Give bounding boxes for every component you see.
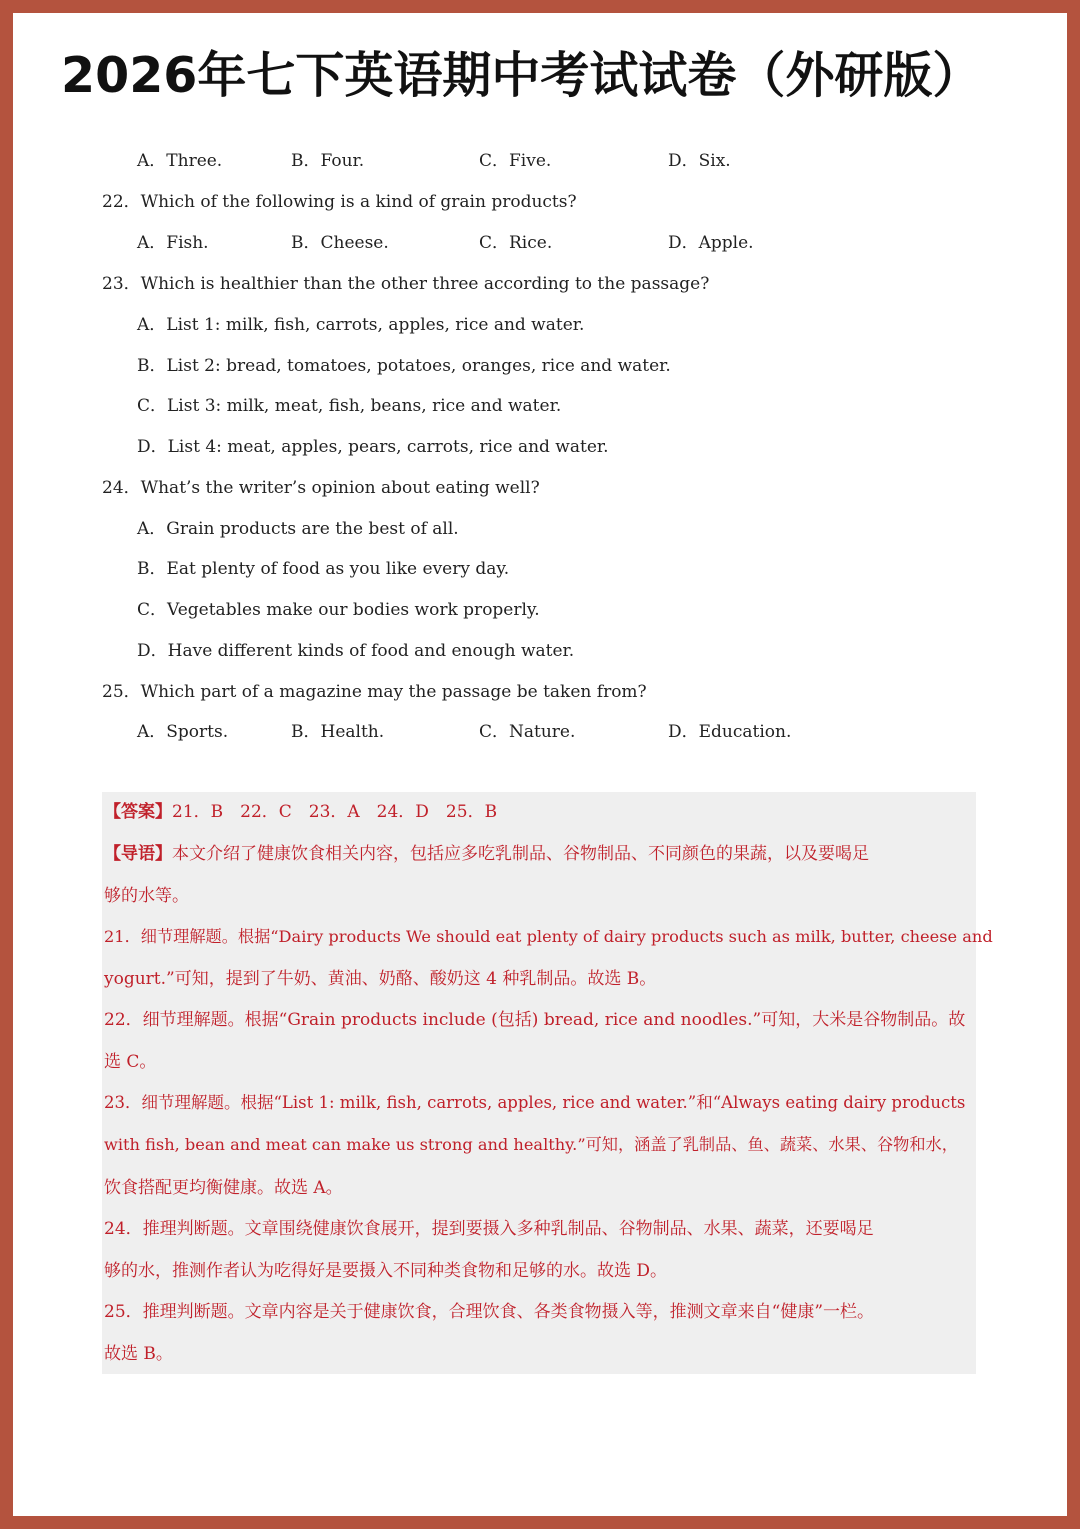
guide-text-1: 本文介绍了健康饮食相关内容，包括应多吃乳制品、谷物制品、不同颜色的果蔬，以及要喝足 [172,844,869,864]
q24-option-d: D．Have different kinds of food and enough water. [137,641,575,661]
exp23-line2: with fish, bean and meat can make us strong and healthy.”可知，涵盖了乳制品、鱼、蔬菜、水果、谷物和水， [104,1135,958,1154]
q22-option-c: C．Rice. [479,233,553,253]
q22-option-a: A．Fish. [137,233,209,253]
answer-key: 21．B 22．C 23．A 24．D 25．B [172,802,498,822]
q25-option-c: C．Nature. [479,722,576,742]
q22-option-d: D．Apple. [668,233,754,253]
q23-option-a: A．List 1: milk, fish, carrots, apples, rice and water. [137,315,585,335]
q24-option-c: C．Vegetables make our bodies work properly. [137,600,540,620]
answer-explanation-box [102,792,976,1374]
exp23-line3: 饮食搭配更均衡健康。故选 A。 [104,1178,343,1198]
exp22-line2: 选 C。 [104,1052,157,1072]
q24-option-a: A．Grain products are the best of all. [137,519,459,539]
exam-sheet [13,13,1067,1516]
q21-option-c: C．Five. [479,151,552,171]
guide-line [104,842,869,866]
guide-text-2: 够的水等。 [104,886,189,906]
q24-option-b: B．Eat plenty of food as you like every day. [137,559,510,579]
q23-option-d: D．List 4: meat, apples, pears, carrots, rice and water. [137,437,609,457]
q23-option-c: C．List 3: milk, meat, fish, beans, rice and water. [137,396,562,416]
exp21-line2: yogurt.”可知，提到了牛奶、黄油、奶酪、酸奶这 4 种乳制品。故选 B。 [104,969,657,989]
exp22-line1: 22．细节理解题。根据“Grain products include (包括) bread, rice and noodles.”可知，大米是谷物制品。故 [104,1010,966,1030]
q24-stem: 24．What’s the writer’s opinion about eating well? [102,478,540,498]
q21-option-a: A．Three. [137,151,223,171]
page-title: 2026年七下英语期中考试试卷（外研版） [61,47,982,104]
answer-tag: 【答案】 [104,802,172,822]
exp24-line1: 24．推理判断题。文章围绕健康饮食展开，提到要摄入多种乳制品、谷物制品、水果、蔬菜，还要喝足 [104,1219,874,1239]
q23-option-b: B．List 2: bread, tomatoes, potatoes, oranges, rice and water. [137,356,671,376]
q22-stem: 22．Which of the following is a kind of grain products? [102,192,577,212]
exp24-line2: 够的水，推测作者认为吃得好是要摄入不同种类食物和足够的水。故选 D。 [104,1261,668,1281]
guide-tag: 【导语】 [104,844,172,864]
exp23-line1: 23．细节理解题。根据“List 1: milk, fish, carrots, apples, rice and water.”和“Always eating dairy products [104,1093,966,1112]
exp25-line1: 25．推理判断题。文章内容是关于健康饮食，合理饮食、各类食物摄入等，推测文章来自“健康”一栏。 [104,1302,875,1322]
q22-option-b: B．Cheese. [291,233,389,253]
q25-stem: 25．Which part of a magazine may the passage be taken from? [102,682,647,702]
q25-option-a: A．Sports. [137,722,229,742]
exp25-line2: 故选 B。 [104,1344,173,1364]
q21-option-b: B．Four. [291,151,365,171]
q21-option-d: D．Six. [668,151,731,171]
q25-option-b: B．Health. [291,722,385,742]
q23-stem: 23．Which is healthier than the other three according to the passage? [102,274,710,294]
exp21-line1: 21．细节理解题。根据“Dairy products We should eat plenty of dairy products such as milk, butter, cheese and [104,927,993,946]
q25-option-d: D．Education. [668,722,792,742]
answer-line [104,800,497,824]
